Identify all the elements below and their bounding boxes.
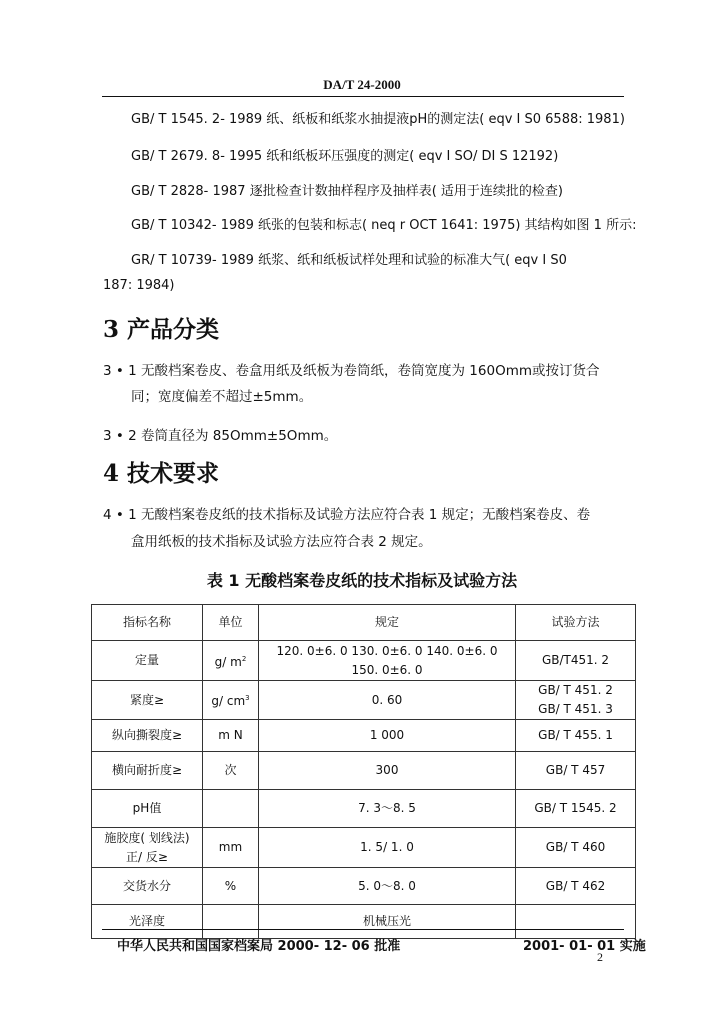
- cell-unit: g/ $cm^3$: [203, 681, 259, 720]
- table-row: [92, 790, 636, 828]
- footer-rule: [102, 929, 624, 930]
- cell-method: [516, 905, 636, 939]
- cell-unit: g/ $m^2$: [203, 641, 259, 681]
- cell-unit: m N: [203, 720, 259, 752]
- cell-method: GB/ T 451. 2 GB/ T 451. 3: [516, 681, 636, 720]
- cell-spec: 7. 3～8. 5: [259, 790, 516, 828]
- cell-unit: %: [203, 868, 259, 905]
- cell-method: GB/ T 1545. 2: [516, 790, 636, 828]
- reference-standard: GB/ T 2828- 1987 逐批检查计数抽样程序及抽样表( 适用于连续批的检查): [131, 184, 563, 199]
- cell-name: 施胶度( 划线法) 正/ 反≥: [92, 828, 203, 868]
- cell-method: GB/ T 455. 1: [516, 720, 636, 752]
- cell-spec: 1 000: [259, 720, 516, 752]
- approval-statement: 中华人民共和国国家档案局 2000- 12- 06 批准: [117, 939, 401, 954]
- clause-3-1: 3 • 1 无酸档案卷皮、卷盒用纸及纸板为卷筒纸，卷筒宽度为 160Omm或按订货合: [103, 363, 600, 379]
- table-header-row: [92, 605, 636, 641]
- technical-spec-table: [91, 604, 636, 939]
- table-row: [92, 868, 636, 905]
- cell-name: 光泽度: [92, 905, 203, 939]
- reference-standard-continuation: 187: 1984): [103, 278, 175, 293]
- cell-name: 紧度≥: [92, 681, 203, 720]
- document-code-header: DA/T 24-2000: [323, 77, 401, 92]
- cell-spec: 0. 60: [259, 681, 516, 720]
- header-specification: 规定: [259, 605, 516, 641]
- reference-standard: GB/ T 10342- 1989 纸张的包装和标志( neq r OCT 1641: 1975) 其结构如图 1 所示:: [131, 218, 637, 233]
- page-number: 2: [597, 950, 603, 964]
- table-row: [92, 905, 636, 939]
- table-1-caption: 表 1 无酸档案卷皮纸的技术指标及试验方法: [206, 571, 518, 590]
- cell-name: 纵向撕裂度≥: [92, 720, 203, 752]
- reference-standard: GB/ T 1545. 2- 1989 纸、纸板和纸浆水抽提液pH的测定法( eqv I S0 6588: 1981): [131, 112, 625, 127]
- table-row: [92, 720, 636, 752]
- cell-name: 交货水分: [92, 868, 203, 905]
- cell-method: GB/ T 462: [516, 868, 636, 905]
- section-4-heading: 4 技术要求: [103, 460, 220, 487]
- header-rule: [102, 96, 624, 97]
- clause-4-1: 4 • 1 无酸档案卷皮纸的技术指标及试验方法应符合表 1 规定；无酸档案卷皮、卷: [103, 507, 591, 523]
- reference-standard: GB/ T 2679. 8- 1995 纸和纸板环压强度的测定( eqv I SO/ DI S 12192): [131, 149, 559, 164]
- cell-unit: [203, 790, 259, 828]
- implementation-date: 2001- 01- 01 实施: [523, 939, 646, 954]
- cell-method: GB/T451. 2: [516, 641, 636, 681]
- cell-spec: 120. 0±6. 0 130. 0±6. 0 140. 0±6. 0 150. 0±6. 0: [259, 641, 516, 681]
- clause-3-1-continuation: 同；宽度偏差不超过±5mm。: [131, 389, 313, 405]
- cell-name: 横向耐折度≥: [92, 752, 203, 790]
- clause-4-1-continuation: 盒用纸板的技术指标及试验方法应符合表 2 规定。: [131, 534, 432, 550]
- cell-name: 定量: [92, 641, 203, 681]
- table-row: [92, 752, 636, 790]
- cell-unit: 次: [203, 752, 259, 790]
- table-row: [92, 828, 636, 868]
- cell-spec: 1. 5/ 1. 0: [259, 828, 516, 868]
- cell-spec: 5. 0～8. 0: [259, 868, 516, 905]
- reference-standard: GR/ T 10739- 1989 纸浆、纸和纸板试样处理和试验的标准大气( eqv I S0: [131, 253, 567, 268]
- cell-unit: [203, 905, 259, 939]
- cell-method: GB/ T 460: [516, 828, 636, 868]
- section-3-heading: 3 产品分类: [103, 316, 220, 343]
- header-indicator-name: 指标名称: [92, 605, 203, 641]
- cell-spec: 机械压光: [259, 905, 516, 939]
- header-unit: 单位: [203, 605, 259, 641]
- table-row: [92, 641, 636, 681]
- cell-unit: mm: [203, 828, 259, 868]
- cell-method: GB/ T 457: [516, 752, 636, 790]
- header-test-method: 试验方法: [516, 605, 636, 641]
- clause-3-2: 3 • 2 卷筒直径为 85Omm±5Omm。: [103, 428, 338, 444]
- cell-spec: 300: [259, 752, 516, 790]
- table-row: [92, 681, 636, 720]
- cell-name: pH值: [92, 790, 203, 828]
